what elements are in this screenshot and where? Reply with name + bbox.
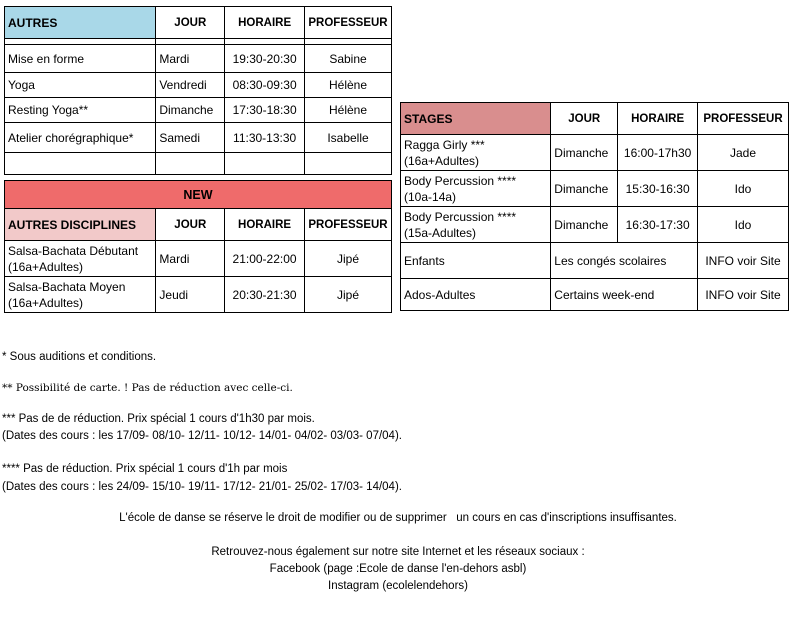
autres-table — [4, 6, 392, 175]
course-name: Resting Yoga** — [5, 98, 156, 123]
course-time: 15:30-16:30 — [618, 171, 698, 207]
note-carte: ** Possibilité de carte. ! Pas de réduction avec celle-ci. — [2, 382, 293, 394]
course-teacher: Hélène — [305, 73, 392, 98]
note-percussion-price: **** Pas de réduction. Prix spécial 1 cours d'1h par mois — [2, 463, 288, 475]
course-time: 17:30-18:30 — [225, 98, 305, 123]
course-name: Ragga Girly *** (16a+Adultes) — [401, 135, 551, 171]
course-day: Dimanche — [156, 98, 225, 123]
course-time: 20:30-21:30 — [225, 277, 305, 313]
stages-header-title: STAGES — [401, 103, 551, 135]
course-day: Dimanche — [551, 171, 618, 207]
course-day: Dimanche — [551, 135, 618, 171]
course-name: Ados-Adultes — [401, 279, 551, 311]
course-name: Mise en forme — [5, 45, 156, 73]
note-percussion-dates: (Dates des cours : les 24/09- 15/10- 19/11- 17/12- 21/01- 25/02- 17/03- 14/04). — [2, 481, 402, 493]
stages-header-professeur: PROFESSEUR — [698, 103, 789, 135]
course-day: Dimanche — [551, 207, 618, 243]
table-row — [401, 135, 789, 171]
stages-table — [400, 102, 789, 311]
course-name: Body Percussion **** (15a-Adultes) — [401, 207, 551, 243]
course-day: Mardi — [156, 241, 225, 277]
course-teacher: Ido — [698, 207, 789, 243]
course-info: INFO voir Site — [698, 279, 789, 311]
table-row — [401, 207, 789, 243]
course-info: INFO voir Site — [698, 243, 789, 279]
new-table — [4, 180, 392, 313]
course-teacher: Jade — [698, 135, 789, 171]
new-banner: NEW — [5, 181, 392, 209]
note-auditions: * Sous auditions et conditions. — [2, 351, 157, 363]
course-time: 21:00-22:00 — [225, 241, 305, 277]
course-day: Vendredi — [156, 73, 225, 98]
course-time: 16:30-17:30 — [618, 207, 698, 243]
course-name: Body Percussion **** (10a-14a) — [401, 171, 551, 207]
autres-header-jour: JOUR — [156, 7, 225, 39]
course-day: Mardi — [156, 45, 225, 73]
course-teacher: Jipé — [304, 241, 391, 277]
course-time: 08:30-09:30 — [225, 73, 305, 98]
table-row — [5, 123, 392, 153]
course-name: Atelier chorégraphique* — [5, 123, 156, 153]
table-row — [401, 243, 789, 279]
table-row — [5, 45, 392, 73]
course-day: Jeudi — [156, 277, 225, 313]
course-day: Samedi — [156, 123, 225, 153]
course-time: 16:00-17h30 — [618, 135, 698, 171]
table-row — [5, 241, 392, 277]
disciplines-header-professeur: PROFESSEUR — [304, 209, 391, 241]
rights-notice: L'école de danse se réserve le droit de modifier ou de supprimer un cours en cas d'inscriptions insuffisantes. — [119, 512, 677, 524]
autres-header-horaire: HORAIRE — [225, 7, 305, 39]
autres-header-professeur: PROFESSEUR — [305, 7, 392, 39]
note-ragga-price: *** Pas de de réduction. Prix spécial 1 cours d'1h30 par mois. — [2, 413, 315, 425]
disciplines-header-horaire: HORAIRE — [225, 209, 305, 241]
stages-header-jour: JOUR — [551, 103, 618, 135]
course-name: Enfants — [401, 243, 551, 279]
stages-header-horaire: HORAIRE — [618, 103, 698, 135]
course-time: 11:30-13:30 — [225, 123, 305, 153]
social-intro: Retrouvez-nous également sur notre site Internet et les réseaux sociaux : — [211, 546, 585, 558]
course-name: Salsa-Bachata Débutant (16a+Adultes) — [5, 241, 156, 277]
course-teacher: Jipé — [304, 277, 391, 313]
course-time: 19:30-20:30 — [225, 45, 305, 73]
table-row — [401, 279, 789, 311]
autres-header-title: AUTRES — [5, 7, 156, 39]
course-teacher: Ido — [698, 171, 789, 207]
table-row — [401, 171, 789, 207]
course-teacher: Isabelle — [305, 123, 392, 153]
course-teacher: Hélène — [305, 98, 392, 123]
table-row — [5, 73, 392, 98]
course-name: Salsa-Bachata Moyen (16a+Adultes) — [5, 277, 156, 313]
course-name: Yoga — [5, 73, 156, 98]
instagram-link[interactable]: Instagram (ecolelendehors) — [328, 580, 468, 592]
disciplines-header-title: AUTRES DISCIPLINES — [5, 209, 156, 241]
course-teacher: Sabine — [305, 45, 392, 73]
course-period: Les congés scolaires — [551, 243, 698, 279]
facebook-link[interactable]: Facebook (page :Ecole de danse l'en-dehors asbl) — [269, 563, 527, 575]
table-row — [5, 98, 392, 123]
table-row — [5, 277, 392, 313]
note-ragga-dates: (Dates des cours : les 17/09- 08/10- 12/11- 10/12- 14/01- 04/02- 03/03- 07/04). — [2, 430, 402, 442]
course-period: Certains week-end — [551, 279, 698, 311]
disciplines-header-jour: JOUR — [156, 209, 225, 241]
